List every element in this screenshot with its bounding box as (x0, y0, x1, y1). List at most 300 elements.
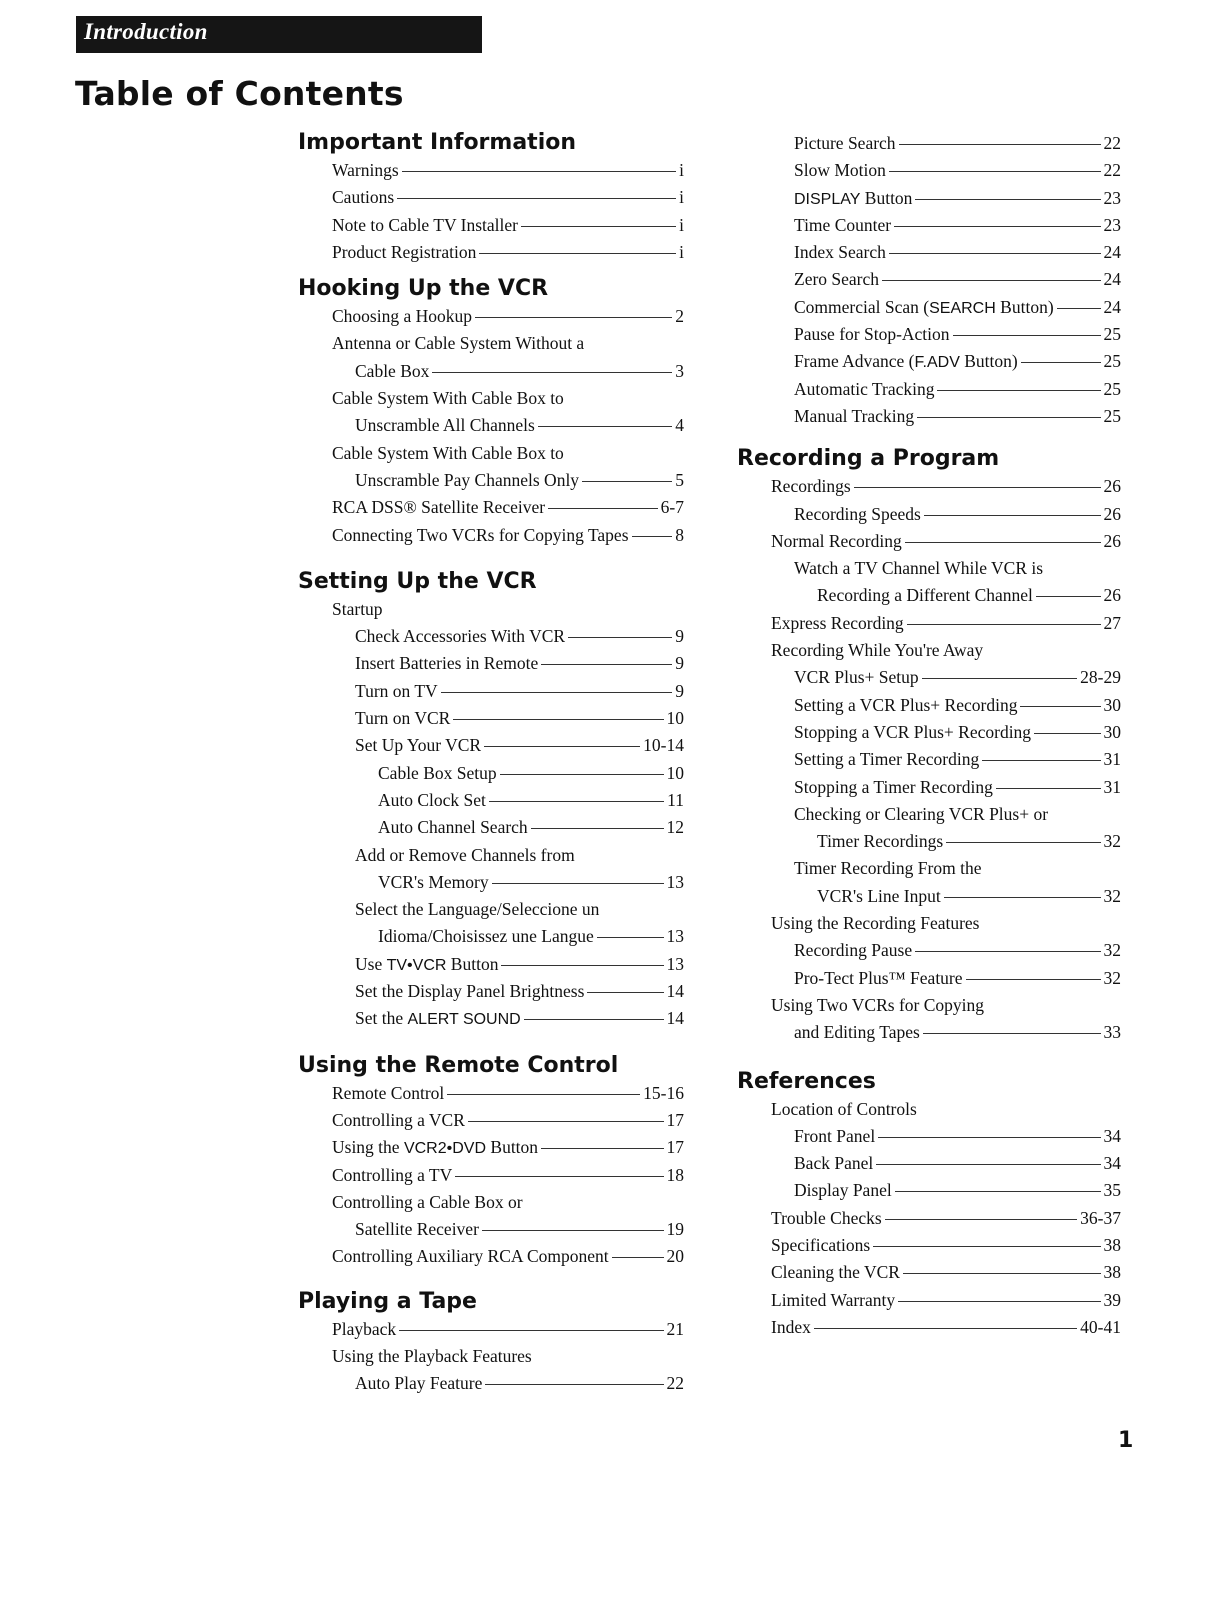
leader-line (889, 253, 1101, 254)
entry-page-number: 9 (675, 680, 684, 701)
entry-page-number: 12 (666, 817, 684, 838)
section-heading: Important Information (298, 130, 577, 155)
toc-entry[interactable] (771, 910, 1121, 937)
toc-entry[interactable] (332, 760, 684, 787)
leader-line (482, 1230, 664, 1231)
toc-entry[interactable] (771, 1177, 1121, 1204)
toc-entry[interactable] (332, 239, 684, 266)
leader-line (946, 842, 1100, 843)
toc-entry[interactable] (332, 1005, 684, 1032)
entry-label: Zero Search (794, 269, 880, 290)
entry-label: Trouble Checks (771, 1207, 882, 1228)
leader-line (521, 226, 676, 227)
entry-page-number: 10-14 (643, 735, 684, 756)
leader-line (501, 965, 663, 966)
leader-line (612, 1257, 664, 1258)
leader-line (447, 1094, 640, 1095)
toc-entry[interactable] (771, 1019, 1121, 1046)
entry-page-number: 13 (666, 871, 684, 892)
toc-entry[interactable] (771, 239, 1121, 266)
entry-page-number: 22 (666, 1373, 684, 1394)
toc-entry[interactable] (332, 650, 684, 677)
entry-page-number: 8 (675, 524, 684, 545)
entry-page-number: 31 (1103, 749, 1121, 770)
toc-entry[interactable] (771, 1314, 1121, 1341)
leader-line (597, 937, 664, 938)
entry-label: Use TV•VCR Button (355, 953, 499, 974)
entry-label: Antenna or Cable System Without a (332, 333, 585, 354)
entry-label: VCR's Memory (378, 871, 489, 892)
entry-label: Picture Search (794, 133, 896, 153)
entry-page-number: 23 (1103, 214, 1121, 235)
toc-entry[interactable] (332, 978, 684, 1005)
entry-label: Product Registration (332, 241, 477, 262)
entry-label: Index (771, 1316, 811, 1337)
leader-line (922, 678, 1078, 679)
entry-label: Choosing a Hookup (332, 306, 472, 327)
section-heading: Setting Up the VCR (298, 568, 537, 594)
leader-line (568, 637, 672, 638)
entry-page-number: 30 (1103, 721, 1121, 742)
toc-entry[interactable] (771, 1259, 1121, 1286)
leader-line (1020, 706, 1100, 707)
entry-label: Back Panel (794, 1153, 874, 1174)
entry-label: Recordings (771, 476, 851, 497)
leader-line (432, 372, 672, 373)
entry-page-number: 39 (1103, 1289, 1121, 1310)
entry-page-number: 11 (667, 789, 684, 810)
entry-page-number: 32 (1103, 940, 1121, 961)
entry-label: Note to Cable TV Installer (332, 214, 518, 235)
entry-label: Location of Controls (771, 1098, 917, 1119)
toc-entry[interactable] (771, 321, 1121, 348)
toc-entry[interactable] (771, 1123, 1121, 1150)
entry-page-number: 28-29 (1080, 667, 1121, 688)
leader-line (468, 1121, 664, 1122)
entry-page-number: 27 (1103, 612, 1121, 633)
entry-label: VCR's Line Input (817, 885, 941, 906)
toc-entry[interactable] (771, 992, 1121, 1019)
toc-entry[interactable] (771, 582, 1121, 609)
leader-line (944, 897, 1101, 898)
entry-page-number: 40-41 (1080, 1316, 1121, 1337)
leader-line (814, 1328, 1077, 1329)
section-banner (76, 16, 482, 53)
leader-line (873, 1246, 1100, 1247)
toc-entry[interactable] (771, 528, 1121, 555)
toc-section-continued (771, 130, 1121, 430)
toc-entry[interactable] (332, 896, 684, 923)
entry-label: and Editing Tapes (794, 1022, 920, 1043)
page-title: Table of Contents (75, 74, 404, 113)
leader-line (524, 1019, 664, 1020)
entry-label: Express Recording (771, 612, 904, 633)
leader-line (441, 692, 673, 693)
entry-label: Idioma/Choisissez une Langue (378, 926, 594, 947)
toc-entry[interactable] (771, 185, 1121, 212)
toc-entry[interactable] (771, 965, 1121, 992)
entry-label: Unscramble Pay Channels Only (355, 469, 580, 490)
entry-page-number: 26 (1103, 530, 1121, 551)
banner-label: Introduction (84, 19, 208, 44)
entry-label: Commercial Scan (SEARCH Button) (794, 296, 1054, 317)
leader-line (587, 992, 663, 993)
entry-page-number: 30 (1103, 694, 1121, 715)
leader-line (876, 1164, 1100, 1165)
entry-label: Warnings (332, 160, 399, 180)
leader-line (1034, 733, 1100, 734)
toc-entry[interactable] (332, 1080, 684, 1107)
toc-entry[interactable] (332, 1162, 684, 1189)
entry-label: Index Search (794, 242, 886, 263)
entry-page-number: 10 (666, 708, 684, 729)
toc-entry[interactable] (332, 385, 684, 412)
leader-line (402, 171, 676, 172)
toc-entry[interactable] (771, 376, 1121, 403)
leader-line (582, 481, 672, 482)
entry-label: Using the VCR2•DVD Button (332, 1137, 539, 1158)
entry-page-number: 22 (1103, 160, 1121, 181)
entry-page-number: i (679, 214, 684, 235)
toc-entry[interactable] (332, 951, 684, 978)
leader-line (854, 487, 1101, 488)
entry-page-number: 18 (666, 1164, 684, 1185)
toc-entry[interactable] (771, 473, 1121, 500)
entry-page-number: 19 (666, 1219, 684, 1240)
entry-label: Frame Advance (F.ADV Button) (794, 351, 1018, 372)
entry-page-number: 17 (666, 1109, 684, 1130)
entry-label: Recording a Different Channel (817, 585, 1033, 606)
entry-page-number: 25 (1103, 378, 1121, 399)
leader-line (878, 1137, 1100, 1138)
toc-entry[interactable] (332, 522, 684, 549)
leader-line (924, 515, 1101, 516)
leader-line (899, 144, 1101, 145)
toc-entry[interactable] (771, 719, 1121, 746)
section-heading: References (737, 1068, 876, 1094)
leader-line (889, 171, 1101, 172)
entry-label: Using the Playback Features (332, 1345, 532, 1366)
entry-label: Setting a Timer Recording (794, 749, 980, 770)
entry-label: Controlling a TV (332, 1164, 453, 1185)
entry-page-number: 33 (1103, 1022, 1121, 1043)
toc-entry[interactable] (771, 1150, 1121, 1177)
entry-label: Cleaning the VCR (771, 1262, 900, 1283)
entry-label: Time Counter (794, 214, 892, 235)
toc-entry[interactable] (771, 212, 1121, 239)
toc-section-setting-up-the-vcr (298, 567, 684, 1033)
toc-entry[interactable] (332, 1107, 684, 1134)
toc-entry[interactable] (771, 555, 1121, 582)
entry-page-number: 24 (1103, 296, 1121, 317)
entry-label: Cable System With Cable Box to (332, 388, 564, 409)
toc-entry[interactable] (771, 348, 1121, 375)
toc-entry[interactable] (771, 801, 1121, 828)
entry-page-number: i (679, 187, 684, 208)
entry-page-number: 38 (1103, 1262, 1121, 1283)
entry-label: Normal Recording (771, 530, 902, 551)
toc-entry[interactable] (332, 869, 684, 896)
toc-entry[interactable] (771, 664, 1121, 691)
entry-label: Pro-Tect Plus™ Feature (794, 967, 963, 988)
leader-line (882, 280, 1100, 281)
toc-entry[interactable] (771, 774, 1121, 801)
leader-line (966, 979, 1101, 980)
leader-line (492, 883, 664, 884)
leader-line (907, 624, 1101, 625)
toc-entry[interactable] (771, 157, 1121, 184)
entry-label: Turn on VCR (355, 708, 451, 729)
leader-line (548, 508, 658, 509)
entry-page-number: 25 (1103, 405, 1121, 426)
entry-label: Slow Motion (794, 160, 886, 181)
leader-line (895, 1191, 1101, 1192)
toc-entry[interactable] (771, 1232, 1121, 1259)
leader-line (996, 788, 1101, 789)
entry-page-number: 23 (1103, 187, 1121, 208)
toc-section-using-the-remote-control (298, 1051, 684, 1271)
entry-label: Specifications (771, 1234, 871, 1255)
entry-label: Insert Batteries in Remote (355, 653, 539, 674)
leader-line (937, 390, 1100, 391)
toc-entry[interactable] (771, 501, 1121, 528)
toc-entry[interactable] (771, 1096, 1121, 1123)
entry-page-number: 6-7 (660, 497, 684, 518)
entry-label: Startup (332, 598, 383, 619)
entry-page-number: 20 (666, 1246, 684, 1267)
entry-label: Using the Recording Features (771, 913, 980, 934)
toc-entry[interactable] (332, 494, 684, 521)
entry-page-number: 26 (1103, 476, 1121, 497)
entry-label: Controlling a VCR (332, 1109, 465, 1130)
toc-entry[interactable] (332, 157, 684, 184)
entry-label: Controlling Auxiliary RCA Component (332, 1246, 609, 1267)
toc-entry[interactable] (771, 294, 1121, 321)
section-heading: Recording a Program (737, 446, 1000, 472)
leader-line (915, 951, 1100, 952)
toc-entry[interactable] (332, 330, 684, 357)
entry-page-number: 10 (666, 762, 684, 783)
toc-entry[interactable] (332, 467, 684, 494)
toc-entry[interactable] (771, 1205, 1121, 1232)
entry-label: Pause for Stop-Action (794, 324, 950, 345)
entry-page-number: 38 (1103, 1234, 1121, 1255)
entry-page-number: 9 (675, 626, 684, 647)
entry-label: Cable Box (355, 360, 430, 381)
entry-page-number: 9 (675, 653, 684, 674)
toc-entry[interactable] (771, 883, 1121, 910)
toc-entry[interactable] (771, 855, 1121, 882)
entry-page-number: 24 (1103, 269, 1121, 290)
toc-entry[interactable] (771, 130, 1121, 157)
entry-page-number: 13 (666, 953, 684, 974)
entry-page-number: 24 (1103, 242, 1121, 263)
entry-page-number: 17 (666, 1137, 684, 1158)
entry-label: Controlling a Cable Box or (332, 1191, 523, 1212)
entry-label: VCR Plus+ Setup (794, 667, 919, 688)
entry-page-number: 36-37 (1080, 1207, 1121, 1228)
entry-label: Manual Tracking (794, 405, 915, 426)
toc-entry[interactable] (332, 1343, 684, 1370)
toc-entry[interactable] (332, 787, 684, 814)
entry-label: Check Accessories With VCR (355, 626, 566, 647)
entry-page-number: 32 (1103, 831, 1121, 852)
leader-line (903, 1273, 1101, 1274)
entry-page-number: 32 (1103, 885, 1121, 906)
entry-label: Cable Box Setup (378, 762, 497, 783)
entry-page-number: 2 (675, 306, 684, 327)
entry-page-number: 26 (1103, 503, 1121, 524)
entry-label: Cautions (332, 187, 395, 208)
entry-label: Select the Language/Seleccione un (355, 899, 600, 920)
entry-label: Display Panel (794, 1180, 892, 1201)
entry-label: Recording While You're Away (771, 640, 984, 661)
toc-entry[interactable] (332, 814, 684, 841)
toc-entry[interactable] (332, 184, 684, 211)
toc-entry[interactable] (332, 596, 684, 623)
toc-entry[interactable] (771, 937, 1121, 964)
toc-entry[interactable] (332, 212, 684, 239)
entry-page-number: 13 (666, 926, 684, 947)
entry-page-number: 22 (1103, 133, 1121, 153)
leader-line (923, 1033, 1101, 1034)
toc-column-right (737, 128, 1121, 1341)
leader-line (485, 1384, 663, 1385)
entry-page-number: i (679, 160, 684, 180)
entry-label: Stopping a Timer Recording (794, 776, 993, 797)
entry-page-number: 3 (675, 360, 684, 381)
entry-label: Watch a TV Channel While VCR is (794, 558, 1044, 579)
toc-section-hooking-up-the-vcr (298, 274, 684, 549)
entry-label: DISPLAY Button (794, 187, 913, 208)
toc-entry[interactable] (332, 1216, 684, 1243)
entry-page-number: 14 (666, 1008, 684, 1029)
leader-line (915, 199, 1100, 200)
toc-entry[interactable] (771, 637, 1121, 664)
toc-section-playing-a-tape (298, 1287, 684, 1398)
entry-label: Satellite Receiver (355, 1219, 479, 1240)
section-heading: Playing a Tape (298, 1288, 477, 1314)
entry-page-number: 25 (1103, 324, 1121, 345)
leader-line (489, 801, 664, 802)
entry-label: Add or Remove Channels from (355, 844, 575, 865)
entry-page-number: 35 (1103, 1180, 1121, 1201)
leader-line (475, 317, 672, 318)
entry-label: Unscramble All Channels (355, 415, 535, 436)
toc-entry[interactable] (332, 1316, 684, 1343)
entry-label: Timer Recording From the (794, 858, 982, 879)
entry-label: Limited Warranty (771, 1289, 896, 1310)
entry-label: Cable System With Cable Box to (332, 442, 564, 463)
leader-line (894, 226, 1100, 227)
toc-entry[interactable] (332, 412, 684, 439)
entry-label: Using Two VCRs for Copying (771, 994, 985, 1015)
entry-label: Set Up Your VCR (355, 735, 482, 756)
entry-label: Recording Pause (794, 940, 913, 961)
entry-label: Remote Control (332, 1082, 445, 1103)
toc-entry[interactable] (771, 403, 1121, 430)
toc-entry[interactable] (332, 440, 684, 467)
toc-entry[interactable] (332, 1243, 684, 1270)
toc-entry[interactable] (332, 358, 684, 385)
entry-label: Automatic Tracking (794, 378, 935, 399)
entry-label: Turn on TV (355, 680, 438, 701)
toc-entry[interactable] (332, 732, 684, 759)
entry-page-number: 31 (1103, 776, 1121, 797)
toc-section-references (737, 1067, 1121, 1342)
page-number: 1 (1118, 1428, 1134, 1453)
toc-entry[interactable] (771, 610, 1121, 637)
leader-line (455, 1176, 663, 1177)
toc-entry[interactable] (332, 623, 684, 650)
leader-line (632, 536, 673, 537)
entry-label: Set the ALERT SOUND (355, 1008, 521, 1029)
entry-page-number: 4 (675, 415, 684, 436)
leader-line (905, 542, 1101, 543)
entry-page-number: 32 (1103, 967, 1121, 988)
section-heading: Hooking Up the VCR (298, 276, 549, 302)
entry-page-number: 21 (666, 1318, 684, 1339)
entry-label: Playback (332, 1318, 397, 1339)
toc-entry[interactable] (332, 678, 684, 705)
toc-section-recording-a-program (737, 444, 1121, 1046)
entry-page-number: 15-16 (643, 1082, 684, 1103)
leader-line (1021, 362, 1101, 363)
leader-line (917, 417, 1100, 418)
entry-label: Recording Speeds (794, 503, 921, 524)
entry-page-number: 5 (675, 469, 684, 490)
entry-label: Timer Recordings (817, 831, 944, 852)
toc-entry[interactable] (332, 303, 684, 330)
leader-line (484, 746, 640, 747)
leader-line (1036, 596, 1101, 597)
leader-line (1057, 308, 1101, 309)
section-heading: Using the Remote Control (298, 1052, 619, 1078)
entry-page-number: 34 (1103, 1153, 1121, 1174)
leader-line (453, 719, 663, 720)
toc-entry[interactable] (332, 923, 684, 950)
toc-entry[interactable] (332, 1189, 684, 1216)
toc-column-left (298, 128, 684, 1398)
leader-line (541, 1148, 663, 1149)
entry-label: Auto Play Feature (355, 1373, 483, 1394)
leader-line (898, 1301, 1100, 1302)
toc-entry[interactable] (771, 746, 1121, 773)
toc-section-important-information (298, 128, 684, 266)
toc-entry[interactable] (771, 1287, 1121, 1314)
toc-entry[interactable] (332, 842, 684, 869)
toc-entry[interactable] (771, 692, 1121, 719)
entry-label: Auto Channel Search (378, 817, 528, 838)
toc-entry[interactable] (771, 266, 1121, 293)
toc-entry[interactable] (332, 1134, 684, 1161)
entry-label: Connecting Two VCRs for Copying Tapes (332, 524, 629, 545)
entry-label: RCA DSS® Satellite Receiver (332, 497, 546, 518)
entry-page-number: 25 (1103, 351, 1121, 372)
entry-label: Checking or Clearing VCR Plus+ or (794, 803, 1049, 824)
toc-entry[interactable] (332, 705, 684, 732)
leader-line (500, 774, 664, 775)
leader-line (397, 198, 676, 199)
toc-entry[interactable] (771, 828, 1121, 855)
entry-page-number: 26 (1103, 585, 1121, 606)
toc-entry[interactable] (332, 1370, 684, 1397)
entry-label: Setting a VCR Plus+ Recording (794, 694, 1018, 715)
leader-line (541, 664, 672, 665)
leader-line (953, 335, 1101, 336)
leader-line (479, 253, 676, 254)
leader-line (982, 760, 1100, 761)
